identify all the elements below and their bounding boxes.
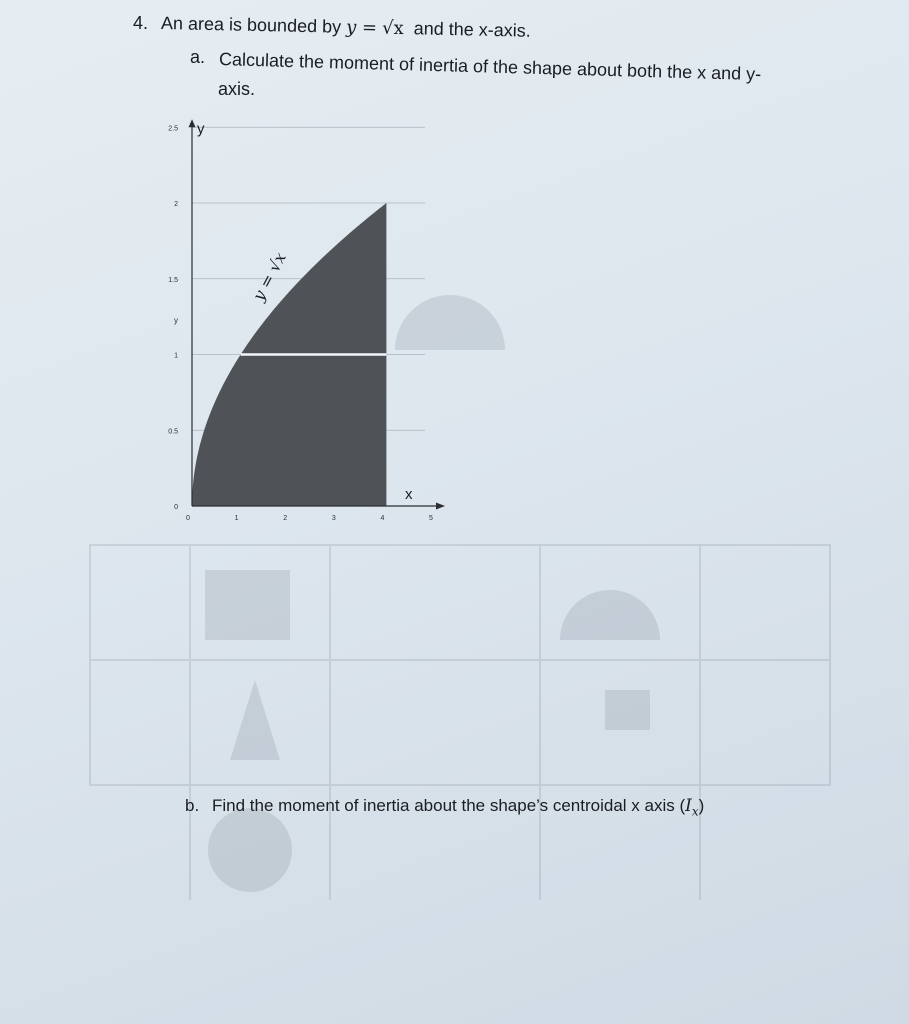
equation-lhs: y = [345,16,378,39]
x-axis-label: x [405,486,413,503]
ix-symbol: I [685,796,692,816]
x-tick-label: 2 [283,515,288,522]
equation-rhs: √x [381,17,404,40]
y-tick-label: 0.5 [168,428,178,436]
x-axis-arrow-icon [436,503,445,510]
question-number: 4. [133,13,149,33]
part-b-letter: b. [185,796,200,815]
curve-label: y = √x [248,249,290,304]
prompt-intro: An area is bounded by [160,13,342,37]
part-b-close: ) [698,796,705,815]
y-tick-label: 1.5 [168,276,178,284]
x-tick-label: 0 [186,515,190,522]
part-a-line1: Calculate the moment of inertia of the shape about both the x and y- [218,49,762,85]
y-tick-label: 2 [174,201,178,208]
x-tick-labels [186,515,433,522]
part-a-line2: axis. [218,79,256,99]
x-tick-label: 5 [429,515,433,522]
x-tick-label: 3 [331,515,336,522]
part-b-text [212,796,704,821]
x-tick-label: 4 [380,515,385,522]
ix-subscript: x [691,804,699,819]
x-tick-label: 1 [234,515,239,522]
y-tick-label: 0 [174,504,178,511]
y-tick-label: 2.5 [168,125,178,133]
y-axis-label: y [197,120,205,138]
part-a-letter: a. [190,47,206,67]
part-b-prompt: Find the moment of inertia about the shape’s centroidal x axis ( [212,796,686,815]
y-tick-label: 1 [174,352,178,360]
y-side-label: y [174,316,178,325]
y-axis-arrow-icon [189,119,196,127]
prompt-outro: and the x-axis. [413,18,531,41]
